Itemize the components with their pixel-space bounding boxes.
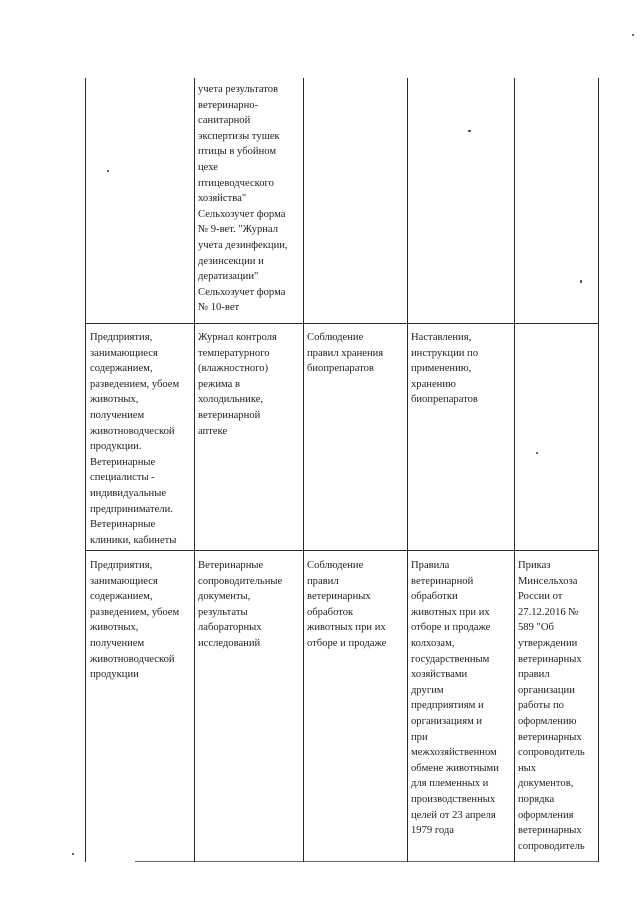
column-border-right [598, 78, 599, 862]
row3-rules-cell: Правила ветеринарной обработки животных при их отборе и продаже колхозам, государственным хозяйствами другим предприятиям и организациям и при межхозяйственном обмене животными для племенных и производственных целей от 23 апреля 1979 года [411, 560, 499, 837]
scan-speck [107, 170, 109, 172]
row-border-1 [85, 323, 599, 324]
row-border-bottom [135, 861, 599, 862]
row-border-2 [85, 550, 599, 551]
row2-enterprises-cell: Предприятия, занимающиеся содержанием, разведением, убоем животных, получением животноводческой продукции. Ветеринарные специалисты - индивидуальные предприниматели. Ветеринарные клиники, кабинеты [90, 332, 180, 546]
row2-regulation-cell: Наставления, инструкции по применению, хранению биопрепаратов [411, 332, 479, 406]
row2-requirement-cell: Соблюдение правил хранения биопрепаратов [307, 332, 384, 375]
row1-journal-cell: учета результатов ветеринарно- санитарной экспертизы тушек птицы в убойном цехе птицеводческого хозяйства" Сельхозучет форма № 9-вет. "Журнал учета дезинфекции, дезинсекции и дератизации" Сельхозучет форма № 10-вет [198, 84, 288, 314]
row3-order-cell: Приказ Минсельхоза России от 27.12.2016 № 589 "Об утверждении ветеринарных правил организации работы по оформлению ветеринарных сопроводитель ных документов, порядка оформления ветеринарных сопроводитель [518, 560, 585, 852]
scan-speck [536, 452, 538, 454]
scan-speck [468, 130, 471, 132]
scan-speck [72, 853, 74, 855]
column-border-3 [407, 78, 408, 862]
row3-enterprises-cell: Предприятия, занимающиеся содержанием, разведением, убоем животных, получением животноводческой продукции [90, 560, 180, 681]
column-border-2 [303, 78, 304, 862]
row2-journal-cell: Журнал контроля температурного (влажностного) режима в холодильнике, ветеринарной аптеке [198, 332, 277, 437]
row3-requirement-cell: Соблюдение правил ветеринарных обработок животных при их отборе и продаже [307, 560, 387, 649]
column-border-left [85, 78, 86, 862]
column-border-1 [194, 78, 195, 862]
column-border-4 [514, 78, 515, 862]
row3-documents-cell: Ветеринарные сопроводительные документы, результаты лабораторных исследований [198, 560, 283, 649]
scan-speck [580, 280, 582, 283]
scan-speck [632, 34, 634, 36]
